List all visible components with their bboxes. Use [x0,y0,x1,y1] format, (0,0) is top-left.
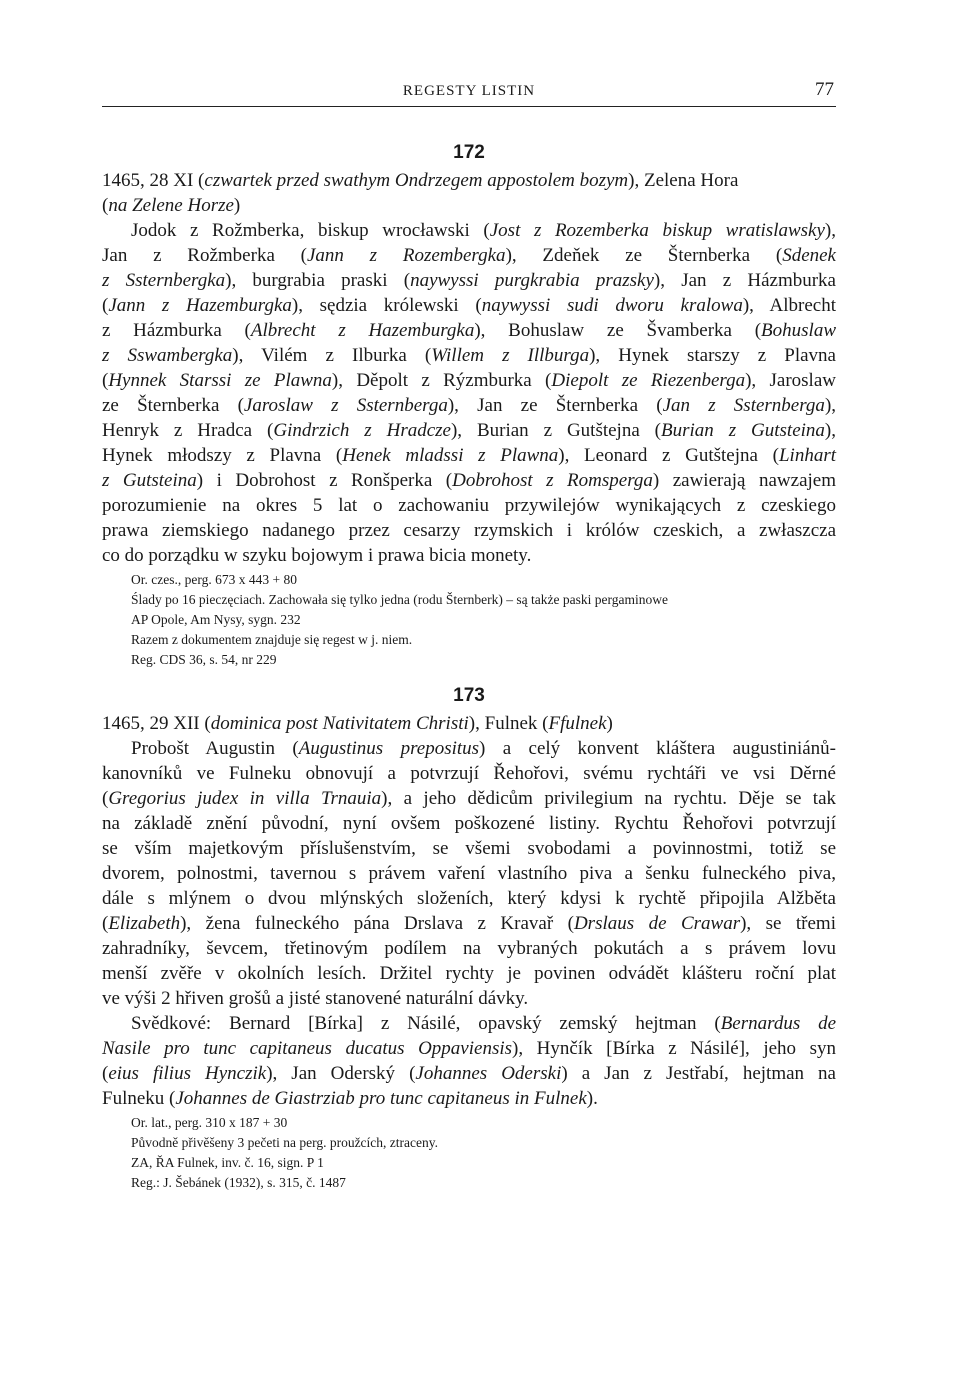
latin-original-quote: Gindrzich z Hradcze [273,420,451,441]
text-run: ), Burian z Gutštejna ( [450,420,662,441]
archival-note: ZA, ŘA Fulnek, inv. č. 16, sign. P 1 [131,1155,324,1170]
entry-body [102,168,836,568]
latin-original-quote: z Gutsteina [102,470,197,491]
latin-original-quote: naywyssi sudi dworu kralowa [481,295,743,316]
latin-original-quote: Burian z Gutsteina [661,420,825,441]
text-line [102,543,836,568]
text-run: porozumienie na okres 5 lat o zachowaniu przywilejów wynikających z czeskiego [102,495,836,516]
latin-original-quote: z Ssternbergka [102,270,226,291]
text-run: prawa ziemskiego nadanego przez cesarzy rzymskich i królów czeskich, a zwłaszcza [102,520,836,541]
text-run: ), [824,395,837,416]
text-line [102,1061,836,1086]
text-run: ), Bohuslaw ze Švamberka ( [474,320,762,341]
text-line [102,836,836,861]
latin-original-quote: Jann z Rozembergka [306,245,506,266]
text-run: dále s mlýnem o dvou mlýnských složeních, který kdysi k rychtě připojila Alžběta [102,888,836,909]
regest-entry-173 [102,683,836,1193]
text-run: ( [102,788,109,809]
text-run: dvorem, polnostmi, tavernou s právem vaření vlastního piva a šenku fulneckého piva, [102,863,836,884]
text-run: ), Albrecht [742,295,836,316]
latin-original-quote: Sdenek [782,245,836,266]
latin-original-quote: Jost z Rozemberka biskup wratislawsky [489,220,825,241]
latin-original-quote: Diepolt ze Riezenberga [551,370,746,391]
latin-original-quote: z Sswambergka [102,345,233,366]
archival-note: Reg.: J. Šebánek (1932), s. 315, č. 1487 [131,1175,346,1190]
text-run: ) [606,713,613,734]
text-run: Hynek młodszy z Plavna ( [102,445,343,466]
latin-original-quote: Gregorius judex in villa Trnauia [108,788,382,809]
text-line [102,886,836,911]
latin-original-quote: Willem z Illburga [431,345,590,366]
latin-original-quote: naywyssi purgkrabia prazsky [410,270,654,291]
text-line [102,761,836,786]
archival-note: Razem z dokumentem znajduje się regest w j. niem. [131,632,413,647]
text-run: ), Vilém z Ilburka ( [232,345,432,366]
entry-number: 173 [453,685,485,706]
text-line [102,518,836,543]
text-run: ), Jan ze Šternberka ( [447,395,663,416]
latin-original-quote: Linhart [778,445,836,466]
text-run: ) [233,195,241,216]
text-line [102,711,836,736]
text-run: ), Děpolt z Rýzmburka ( [331,370,552,391]
page-number: 77 [815,79,834,100]
text-run: ), Zdeňek ze Šternberka ( [505,245,783,266]
latin-original-quote: Jan z Ssternberga [662,395,825,416]
text-line [102,861,836,886]
text-run: ), Hynčík [Bírka z Násilé], jeho syn [512,1038,836,1059]
entry-body [102,711,836,1111]
text-run: menší zvěře v okolních lesích. Držitel rychty je povinen odvádět klášteru roční plat [102,963,836,984]
text-line [102,736,836,761]
text-run: co do porządku w szyku bojowym i prawa bicia monety. [102,545,532,566]
text-run: Jodok z Rožmberka, biskup wrocławski ( [131,220,490,241]
latin-original-quote: Nasile pro tunc capitaneus ducatus Oppaviensis [102,1038,513,1059]
latin-original-quote: Augustinus prepositus [298,738,480,759]
latin-original-quote: Bohuslaw [761,320,836,341]
text-line [102,318,836,343]
latin-original-quote: Johannes de Giastrziab pro tunc capitaneus in Fulnek [175,1088,587,1109]
archival-note: Reg. CDS 36, s. 54, nr 229 [131,652,277,667]
text-run: ), Jan z Házmburka [653,270,836,291]
text-run: ), se třemi [740,913,836,934]
text-run: ( [102,195,109,216]
entry-notes [102,570,836,670]
text-line [102,218,836,243]
text-line [102,1036,836,1061]
text-run: ), [824,220,836,241]
text-run: ze Šternberka ( [102,395,244,416]
text-line [102,786,836,811]
latin-original-quote: Jann z Hazemburgka [108,295,292,316]
text-run: ), a jeho dědicům privilegium na rychtu. Děje se tak [381,788,837,809]
archival-note: Or. czes., perg. 673 x 443 + 80 [131,572,297,587]
text-run: ) a celý konvent kláštera augustiniánů- [479,738,836,759]
text-run: Probošt Augustin ( [131,738,299,759]
regest-entry-172 [102,140,836,670]
text-run: ), burgrabia praski ( [225,270,411,291]
text-run: na základě znění původní, nyní ovšem poškozené listiny. Rychtu Řehořovi potvrzují [102,813,836,834]
text-run: ( [102,913,109,934]
text-run: zahradníky, ševcem, třetinovým podílem na vybraných pokutách a s právem lovu [102,938,836,959]
text-line [102,343,836,368]
text-line [102,936,836,961]
running-header [102,80,836,107]
text-line [102,493,836,518]
text-run: Henryk z Hradca ( [102,420,274,441]
text-run: ). [586,1088,598,1109]
latin-original-quote: dominica post Nativitatem Christi [210,713,469,734]
archival-note: AP Opole, Am Nysy, sygn. 232 [131,612,301,627]
text-line [102,986,836,1011]
text-run: ( [102,295,109,316]
latin-original-quote: Johannes Oderski [415,1063,562,1084]
text-line [102,911,836,936]
latin-original-quote: Elizabeth [108,913,181,934]
text-line [102,168,836,193]
text-line [102,811,836,836]
latin-original-quote: Ffulnek [548,713,607,734]
text-line [102,243,836,268]
text-run: ), žena fulneckého pána Drslava z Kravař ( [180,913,574,934]
text-line [102,1011,836,1036]
latin-original-quote: na Zelene Horze [108,195,234,216]
text-run: Svědkové: Bernard [Bírka] z Násilé, opavský zemský hejtman ( [131,1013,721,1034]
text-line [102,418,836,443]
text-run: ), Leonard z Gutštejna ( [558,445,779,466]
text-run: kanovníků ve Fulneku obnovují a potvrzují Řehořovi, svému rychtáři ve vsi Děrné [102,763,836,784]
latin-original-quote: Hynnek Starssi ze Plawna [108,370,332,391]
text-run: ), [824,420,836,441]
text-run: ve výši 2 hřiven grošů a jisté stanovené naturální dávky. [102,988,529,1009]
text-run: ), Fulnek ( [468,713,549,734]
text-line [102,393,836,418]
latin-original-quote: Drslaus de Crawar [573,913,741,934]
text-line [102,961,836,986]
archival-note: Ślady po 16 pieczęciach. Zachowała się tylko jedna (rodu Šternberk) – są także paski pergaminowe [131,592,668,607]
text-line [102,468,836,493]
text-run: ), Zelena Hora [628,170,739,191]
latin-original-quote: czwartek przed swathym Ondrzegem appostolem bozym [204,170,629,191]
text-line [102,268,836,293]
text-run: 1465, 29 XII ( [102,713,211,734]
archival-note: Or. lat., perg. 310 x 187 + 30 [131,1115,288,1130]
latin-original-quote: Bernardus de [720,1013,837,1034]
latin-original-quote: Henek mladssi z Plawna [342,445,559,466]
text-run: ( [102,1063,109,1084]
text-run: ) i Dobrohost z Ronšperka ( [196,470,453,491]
text-run: ), Jaroslaw [745,370,836,391]
text-run: ), Jan Oderský ( [266,1063,416,1084]
text-run: ), sędzia królewski ( [291,295,482,316]
text-run: ( [102,370,109,391]
text-line [102,368,836,393]
text-run: Fulneku ( [102,1088,176,1109]
entry-number: 172 [453,142,485,163]
latin-original-quote: Albrecht z Hazemburgka [250,320,475,341]
text-run: 1465, 28 XI ( [102,170,205,191]
latin-original-quote: eius filius Hynczik [108,1063,267,1084]
latin-original-quote: Jaroslaw z Ssternberga [243,395,448,416]
text-run: ), Hynek starszy z Plavna [589,345,836,366]
text-run: ) a Jan z Jestřabí, hejtman na [561,1063,836,1084]
latin-original-quote: Dobrohost z Romsperga [452,470,653,491]
entry-notes [102,1113,836,1193]
text-run: Jan z Rožmberka ( [102,245,307,266]
text-line [102,443,836,468]
text-line [102,193,836,218]
text-run: se vším majetkovým příslušenstvím, se všemi svobodami a povinnostmi, totiž se [102,838,836,859]
text-line [102,1086,836,1111]
text-run: z Házmburka ( [102,320,251,341]
text-run: ) zawierają nawzajem [652,470,836,491]
text-line [102,293,836,318]
archival-note: Původně přivěšeny 3 pečeti na perg. proužcích, ztraceny. [131,1135,439,1150]
running-title: REGESTY LISTIN [402,83,536,99]
